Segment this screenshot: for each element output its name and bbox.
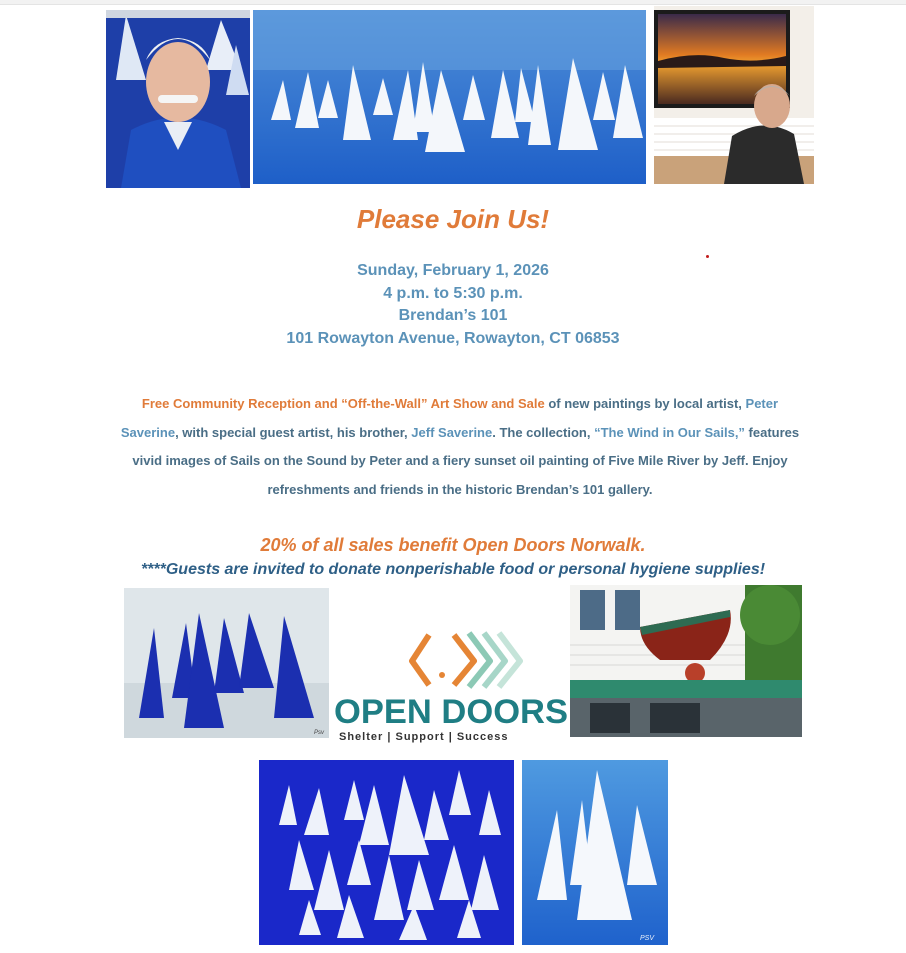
photo-jeff-saverine-with-sunset-painting	[654, 6, 814, 184]
event-details	[0, 260, 906, 350]
collection-title: “The Wind in Our Sails,”	[594, 424, 745, 440]
event-time: 4 p.m. to 5:30 p.m.	[383, 284, 523, 302]
description-text-3: . The collection,	[492, 424, 595, 440]
photo-peter-saverine	[106, 10, 250, 188]
painting-blue-sails-misty	[124, 588, 329, 738]
reception-title: Free Community Reception and “Off-the-Wall” Art Show and Sale	[141, 396, 545, 411]
page-top-border	[0, 0, 906, 5]
donation-request: ****Guests are invited to donate nonperishable food or personal hygiene supplies!	[140, 561, 766, 578]
signature-psv: Psv	[314, 730, 325, 736]
description-text-4: features vivid images of Sails on the Sound by Peter and a fiery sunset oil painting of Five Mile River by Jeff. Enjoy refreshments and friends in the historic Brendan’s 101 gallery.	[132, 424, 800, 497]
painting-white-sails-sky-blue	[522, 760, 668, 945]
stray-dot	[706, 255, 709, 258]
event-date: Sunday, February 1, 2026	[357, 262, 549, 279]
logo-name: OPEN DOORS	[334, 693, 568, 731]
description-text-2: , with special guest artist, his brother,	[175, 424, 412, 440]
signature-psv-bottom: PSV	[640, 935, 655, 942]
painting-sailboats-regatta	[253, 10, 646, 184]
description-text-1: of new paintings by local artist,	[544, 396, 746, 411]
photo-brendans-101-building	[570, 585, 802, 737]
painting-white-sails-deep-blue	[259, 760, 514, 945]
event-description	[112, 390, 808, 504]
open-doors-logo	[334, 625, 568, 743]
logo-tagline: Shelter | Support | Success	[339, 731, 509, 743]
artist-jeff: Jeff Saverine	[411, 424, 493, 440]
benefit-statement: 20% of all sales benefit Open Doors Norwalk.	[260, 535, 646, 555]
event-venue: Brendan’s 101	[398, 307, 508, 324]
artist-peter: Peter Saverine	[120, 396, 779, 440]
page-title: Please Join Us!	[356, 204, 550, 234]
event-address: 101 Rowayton Avenue, Rowayton, CT 06853	[286, 329, 620, 347]
